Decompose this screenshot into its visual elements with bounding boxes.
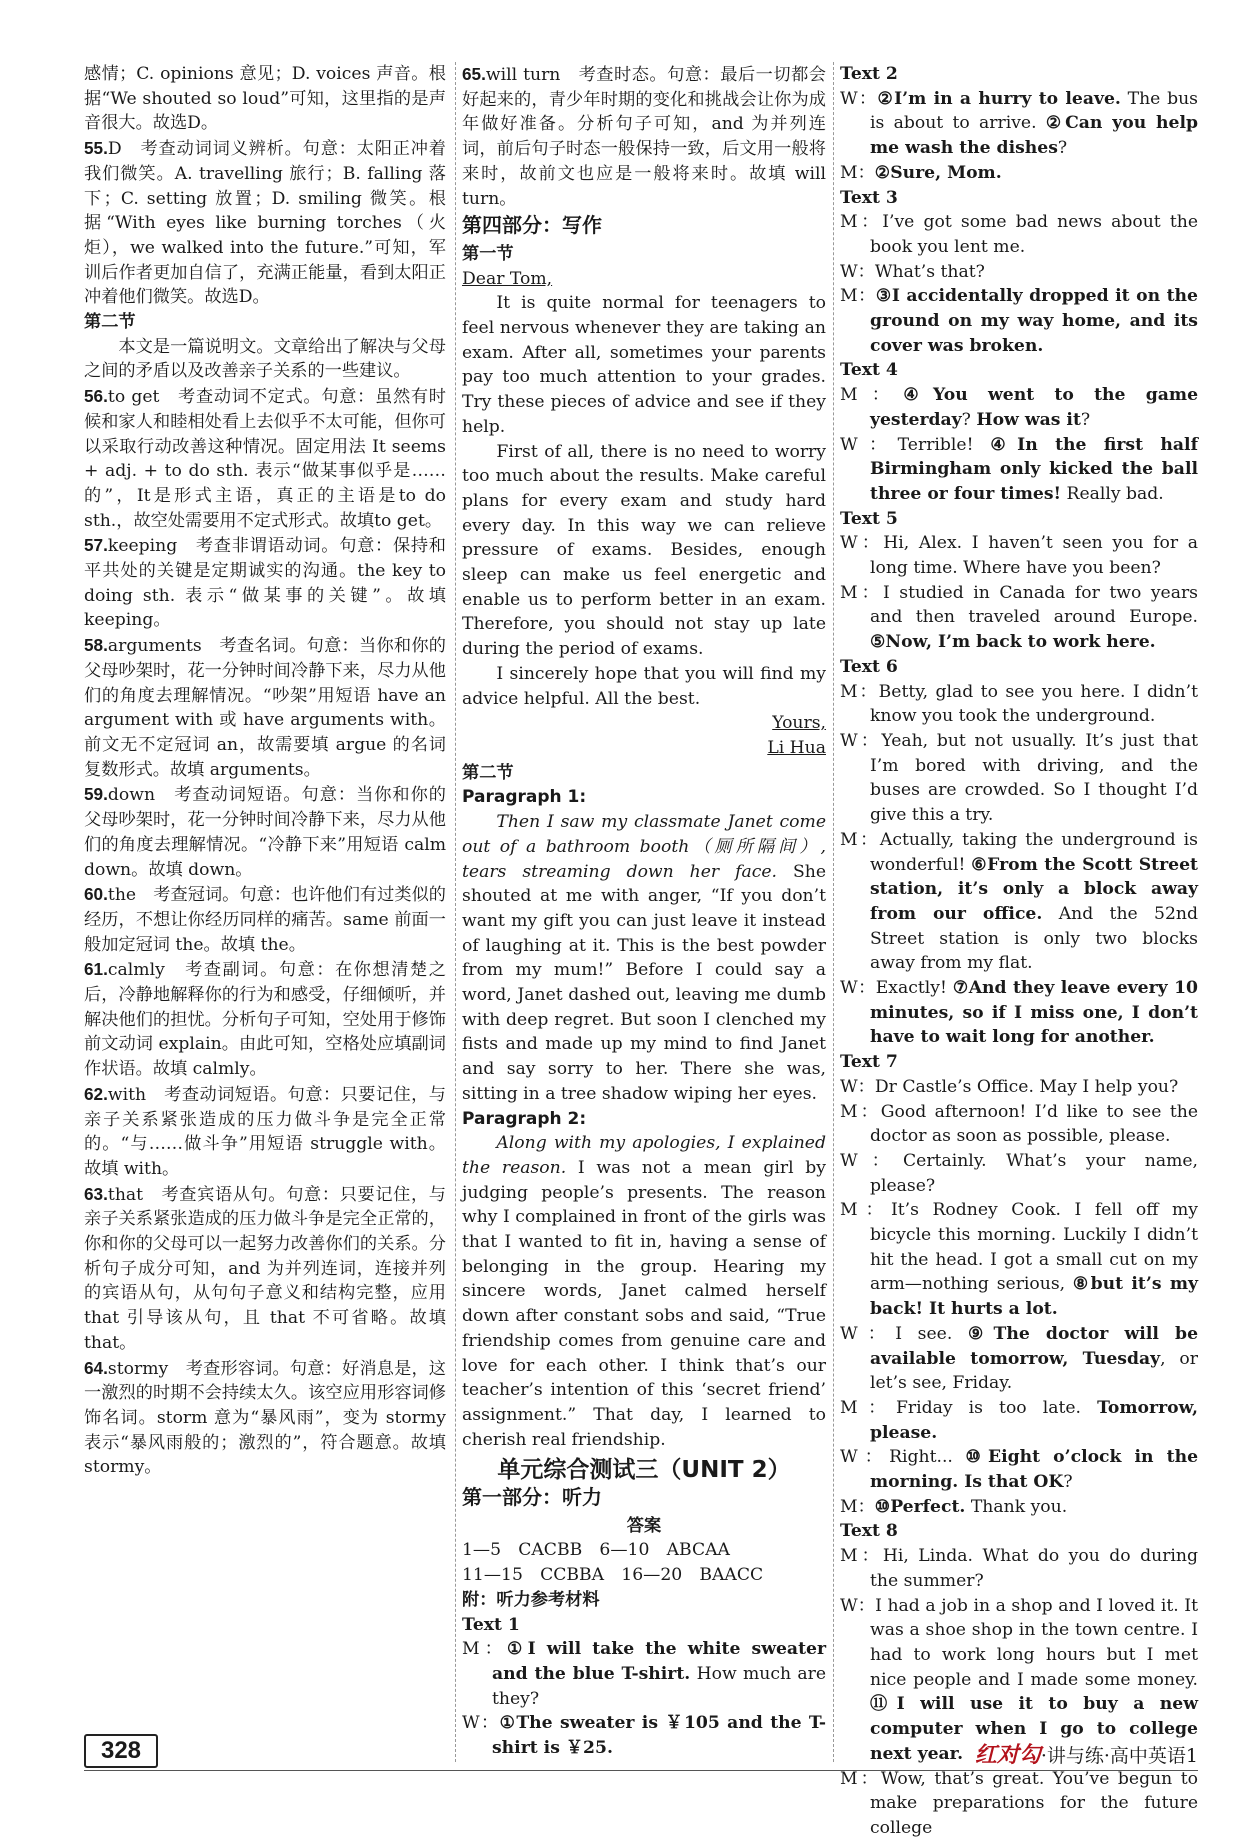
answer-61: 61.calmly 考查副词。句意：在你想清楚之后，冷静地解释你的行为和感受，仔细倾听，并解决他们的担忧。分析句子可知，空处用于修饰前文动词 explain。由此可知，空格处应填副词作状语。故填 calmly。 xyxy=(84,959,446,1080)
answer-56: 56.to get 考查动词不定式。句意：虽然有时候和家人和睦相处看上去似乎不太可能，但你可以采取行动改善这种情况。固定用法 It seems + adj. + to do sth. 表示“做某事似乎是……的”，It是形式主语，真正的主语是to do sth.，故空处需要用不定式形式。故填to get。 xyxy=(84,386,446,531)
letter-paragraph: First of all, there is no need to worry too much about the results. Make careful plans for every exam and study hard every day. In this way we can relieve pressure of exams. Besides, enough sleep can make us feel energetic and enable us to perform better in an exam. Therefore, you should not stay up late during the period of exams. xyxy=(462,441,826,660)
column-middle xyxy=(462,62,826,1761)
answer-57: 57.keeping 考查非谓语动词。句意：保持和平共处的关键是定期诚实的沟通。the key to doing sth. 表示“做某事的关键”。故填 keeping。 xyxy=(84,535,446,631)
dialogue-line: M：②Sure, Mom. xyxy=(840,162,1002,183)
dialogue-line: W：Dr Castle’s Office. May I help you? xyxy=(840,1076,1179,1097)
paragraph-label: Paragraph 2: xyxy=(462,1108,587,1129)
answer-55: 55.D 考查动词词义辨析。句意：太阳正冲着我们微笑。A. travelling 旅行；B. falling 落下；C. setting 放置；D. smiling 微笑。根据“With eyes like burning torches（火炬），we walked into the future.”可知，军训后作者更加自信了，充满正能量，看到太阳正冲着他们微笑。故选D。 xyxy=(84,138,446,308)
continuation-paragraph-2: Along with my apologies, I explained the reason. I was not a mean girl by judging people’s presents. The reason why I complained in front of the girls was that I wanted to fit in, having a sense of belonging in the group. Hearing my sincere words, Janet calmed herself down after constant sobs and said, “True friendship comes from genuine care and love for each other. I think that’s our teacher’s intention of this ‘secret friend’ assignment.” That day, I learned to cherish real friendship. xyxy=(462,1133,826,1450)
part-heading: 第一部分：听力 xyxy=(462,1485,602,1510)
text-label: Text 7 xyxy=(840,1052,898,1073)
text-label: Text 5 xyxy=(840,508,898,529)
continuation-paragraph-1: Then I saw my classmate Janet come out of a bathroom booth（厕所隔间）, tears streaming down her face. She shouted at me with anger, “If you don’t want my gift you can just leave it instead of laughing at it. This is the best powder from my mum!” Before I could say a word, Janet dashed out, leaving me dumb with deep regret. But soon I clenched my fists and made up my mind to find Janet and say sorry to her. There she was, sitting in a tree shadow wiping her eyes. xyxy=(462,812,827,1104)
dialogue-line: M：⑩Perfect. Thank you. xyxy=(840,1496,1068,1517)
answer-65: 65.will turn 考查时态。句意：最后一切都会好起来的，青少年时期的变化和挑战会让你为成年做好准备。分析句子可知，and 为并列连词，前后句子时态一般保持一致，后文用一般将来时，故前文也应是一般将来时。故填 will turn。 xyxy=(462,64,826,209)
text-label: Text 2 xyxy=(840,64,898,84)
answer-key-row: 11—15 CCBBA 16—20 BAACC xyxy=(462,1565,764,1586)
page-number: 328 xyxy=(84,1734,158,1768)
dialogue-block xyxy=(840,210,1198,358)
answer-64: 64.stormy 考查形容词。句意：好消息是，这一激烈的时期不会持续太久。该空应用形容词修饰名词。storm 意为“暴风雨”，变为 stormy 表示“暴风雨般的；激烈的”，符合题意。故填 stormy。 xyxy=(84,1357,446,1478)
answer-63: 63.that 考查宾语从句。句意：只要记住，与亲子关系紧张造成的压力做斗争是完全正常的，你和你的父母可以一起努力改善你们的关系。分析句子成分可知，and 为并列连词，连接并列的宾语从句，从句句子意义和结构完整，应用 that 引导该从句，且 that 不可省略。故填 that。 xyxy=(84,1183,446,1353)
dialogue-line: M：Wow, that’s great. You’ve begun to make preparations for the future college xyxy=(840,1768,1198,1838)
footer-rule xyxy=(84,1770,1198,1771)
column-left xyxy=(84,62,446,1480)
dialogue-block xyxy=(840,383,1198,507)
dialogue-line: W：Hi, Alex. I haven’t seen you for a long time. Where have you been? xyxy=(840,533,1199,579)
brand-logo: 红对勾 xyxy=(974,1742,1041,1768)
answer-60: 60.the 考查冠词。句意：也许他们有过类似的经历，不想让你经历同样的痛苦。same 前面一般加定冠词 the。故填 the。 xyxy=(84,884,446,955)
dialogue-line: M：④You went to the game yesterday? How was it? xyxy=(840,385,1198,430)
column-right xyxy=(840,62,1198,1841)
dialogue-line: W：Exactly! ⑦And they leave every 10 minutes, so if I miss one, I don’t have to wait long for another. xyxy=(840,978,1198,1048)
part-heading: 第四部分：写作 xyxy=(462,213,602,238)
appendix-heading: 附：听力参考材料 xyxy=(462,1589,600,1610)
letter-salutation: Dear Tom, xyxy=(462,268,553,289)
dialogue-line: W：I had a job in a shop and I loved it. It was a shoe shop in the town centre. I had to work long hours but I met nice people and I made some money. ⑪I will use it to buy a new computer when I go to college next year. xyxy=(840,1595,1198,1764)
footer-brand xyxy=(975,1738,1198,1769)
paragraph-label: Paragraph 1: xyxy=(462,787,587,808)
answer-59: 59.down 考查动词短语。句意：当你和你的父母吵架时，花一分钟时间冷静下来，尽力从他们的角度去理解情况。“冷静下来”用短语 calm down。故填 down。 xyxy=(84,784,446,880)
dialogue-line: M：①I will take the white sweater and the blue T-shirt. How much are they? xyxy=(462,1639,826,1709)
letter-paragraph: It is quite normal for teenagers to feel nervous whenever they are taking an exam. After all, sometimes your parents pay too much attention to your grades. Try these pieces of advice and see if they help. xyxy=(462,293,826,437)
dialogue-block xyxy=(840,1544,1198,1840)
answer-62: 62.with 考查动词短语。句意：只要记住，与亲子关系紧张造成的压力做斗争是完全正常的。“与……做斗争”用短语 struggle with。故填 with。 xyxy=(84,1083,446,1179)
passage-intro: 本文是一篇说明文。文章给出了解决与父母之间的矛盾以及改善亲子关系的一些建议。 xyxy=(84,336,446,382)
answer-58: 58.arguments 考查名词。句意：当你和你的父母吵架时，花一分钟时间冷静下来，尽力从他们的角度去理解情况。“吵架”用短语 have an argument with 或 have arguments with。前文无不定冠词 an，故需要填 argue 的名词复数形式。故填 arguments。 xyxy=(84,635,446,780)
dialogue-line: M：Betty, glad to see you here. I didn’t know you took the underground. xyxy=(840,681,1198,727)
dialogue-line: M：It’s Rodney Cook. I fell off my bicycle this morning. Luckily I didn’t hit the head. I got a small cut on my arm—nothing serious, ⑧but it’s my back! It hurts a lot. xyxy=(840,1200,1198,1320)
text-label: Text 4 xyxy=(840,360,898,381)
dialogue-block xyxy=(840,680,1198,1051)
section-heading: 第二节 xyxy=(462,762,514,783)
dialogue-line: M：I’ve got some bad news about the book you lent me. xyxy=(840,212,1198,257)
dialogue-block xyxy=(840,1075,1198,1520)
letter-signature: Li Hua xyxy=(767,737,826,758)
dialogue-block xyxy=(840,531,1198,655)
dialogue-block xyxy=(840,87,1198,186)
section-heading: 第二节 xyxy=(84,312,136,333)
text-label: Text 6 xyxy=(840,656,898,677)
text-label: Text 8 xyxy=(840,1521,898,1542)
dialogue-line: M：Hi, Linda. What do you do during the summer? xyxy=(840,1546,1198,1591)
text-label: Text 1 xyxy=(462,1614,520,1635)
letter-closing: Yours, xyxy=(772,713,826,734)
column-divider xyxy=(833,62,834,1762)
answer-heading: 答案 xyxy=(626,1515,662,1536)
dialogue-line: W：②I’m in a hurry to leave. The bus is about to arrive. ②Can you help me wash the dishes? xyxy=(840,88,1198,159)
section-heading: 第一节 xyxy=(462,243,514,264)
letter-paragraph: I sincerely hope that you will find my advice helpful. All the best. xyxy=(462,663,826,709)
dialogue-line: M：Friday is too late. Tomorrow, please. xyxy=(840,1397,1198,1443)
text-label: Text 3 xyxy=(840,187,898,208)
answer-continuation: 感情；C. opinions 意见；D. voices 声音。根据“We shouted so loud”可知，这里指的是声音很大。故选D。 xyxy=(84,64,446,134)
dialogue-line: W：Right... ⑩Eight o’clock in the morning. Is that OK? xyxy=(840,1447,1199,1493)
unit-test-title: 单元综合测试三（UNIT 2） xyxy=(497,1457,791,1484)
dialogue-line: W：What’s that? xyxy=(840,261,985,282)
dialogue-line: M：Actually, taking the underground is wonderful! ⑥From the Scott Street station, it’s only a block away from our office. And the 52nd Street station is only two blocks away from my flat. xyxy=(840,829,1198,974)
answer-key-row: 1—5 CACBB 6—10 ABCAA xyxy=(462,1540,730,1561)
dialogue-line: W：①The sweater is ￥105 and the T-shirt is ￥25. xyxy=(462,1713,826,1759)
dialogue-line: M：Good afternoon! I’d like to see the doctor as soon as possible, please. xyxy=(840,1101,1198,1147)
dialogue-line: M：I studied in Canada for two years and then traveled around Europe. ⑤Now, I’m back to work here. xyxy=(840,582,1198,653)
column-divider xyxy=(455,62,456,1762)
dialogue-line: W：I see. ⑨The doctor will be available tomorrow, Tuesday, or let’s see, Friday. xyxy=(840,1323,1199,1394)
dialogue-line: M：③I accidentally dropped it on the ground on my way home, and its cover was broken. xyxy=(840,286,1198,356)
dialogue-line: W：Certainly. What’s your name, please? xyxy=(840,1150,1198,1196)
dialogue-line: W：Yeah, but not usually. It’s just that I’m bored with driving, and the buses are crowded. So I thought I’d give this a try. xyxy=(840,730,1198,826)
book-series: ·讲与练·高中英语1 xyxy=(1040,1745,1198,1767)
dialogue-line: W：Terrible! ④In the first half Birmingham only kicked the ball three or four times! Really bad. xyxy=(840,434,1198,504)
